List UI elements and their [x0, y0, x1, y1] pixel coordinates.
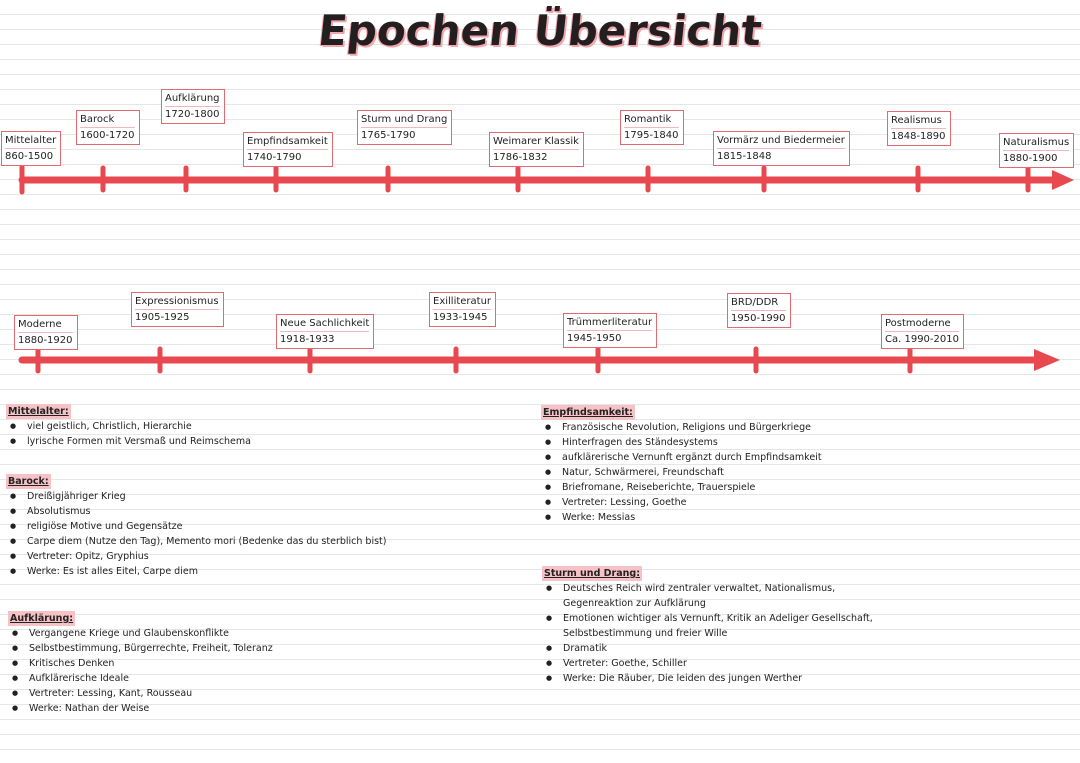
page-title: Epochen Übersicht	[315, 6, 765, 55]
epoch-name: Empfindsamkeit	[247, 136, 328, 147]
epoch-box-realismus	[887, 111, 951, 146]
epoch-years: 1880-1900	[1003, 150, 1069, 166]
epoch-box-vormaerz	[713, 131, 850, 166]
list-item: ● Französische Revolution, Religions und Bürgerkriege	[543, 420, 822, 435]
epoch-box-brd-ddr	[727, 293, 791, 328]
epoch-box-empfindsamkeit	[243, 132, 333, 167]
epoch-name: Exilliteratur	[433, 296, 492, 307]
list-item: ● Dreißigjähriger Krieg	[8, 489, 386, 504]
list-item: ● Natur, Schwärmerei, Freundschaft	[543, 465, 822, 480]
epoch-name: Expressionismus	[135, 296, 219, 307]
list-item: ● Emotionen wichtiger als Vernunft, Kritik an Adeliger Gesellschaft,	[544, 611, 873, 626]
list-item: ● Werke: Nathan der Weise	[10, 701, 273, 716]
epoch-name: Trümmerliteratur	[567, 317, 653, 328]
epoch-box-barock	[76, 110, 140, 145]
list-item: ● Absolutismus	[8, 504, 386, 519]
epoch-years: 1786-1832	[493, 149, 579, 165]
epoch-name: Barock	[80, 114, 115, 125]
epoch-box-postmoderne	[881, 314, 964, 349]
epoch-name: Neue Sachlichkeit	[280, 318, 370, 329]
list-item: ● aufklärerische Vernunft ergänzt durch Empfindsamkeit	[543, 450, 822, 465]
epoch-box-romantik	[620, 110, 684, 145]
section-aufklaerung	[10, 611, 273, 716]
list-item-continuation: Gegenreaktion zur Aufklärung	[563, 598, 706, 609]
epoch-years: 1945-1950	[567, 330, 652, 346]
section-mittelalter	[8, 404, 251, 449]
timeline-arrow-2	[22, 349, 1060, 371]
epoch-name: Postmoderne	[885, 318, 951, 329]
list-item: ● Vertreter: Lessing, Goethe	[543, 495, 822, 510]
list-item: ● Vertreter: Lessing, Kant, Rousseau	[10, 686, 273, 701]
epoch-name: Romantik	[624, 114, 672, 125]
list-item: ● Deutsches Reich wird zentraler verwaltet, Nationalismus,	[544, 581, 873, 596]
list-item: ● Vergangene Kriege und Glaubenskonflikte	[10, 626, 273, 641]
section-heading: Aufklärung:	[10, 613, 74, 624]
section-sturm-und-drang	[544, 566, 873, 686]
section-heading: Empfindsamkeit:	[543, 407, 633, 418]
epoch-years: 1880-1920	[18, 332, 73, 348]
epoch-years: 1950-1990	[731, 310, 786, 326]
section-heading: Barock:	[8, 476, 49, 487]
list-item: ● religiöse Motive und Gegensätze	[8, 519, 386, 534]
epoch-years: 1815-1848	[717, 148, 845, 164]
epoch-box-mittelalter	[1, 131, 61, 166]
epoch-name: Aufklärung	[165, 93, 220, 104]
epoch-box-truemmerliteratur	[563, 313, 657, 348]
list-item: ● lyrische Formen mit Versmaß und Reimschema	[8, 434, 251, 449]
epoch-box-sturm-und-drang	[357, 110, 452, 145]
list-item: ● Selbstbestimmung, Bürgerrechte, Freiheit, Toleranz	[10, 641, 273, 656]
epoch-years: Ca. 1990-2010	[885, 331, 959, 347]
epoch-years: 1918-1933	[280, 331, 369, 347]
epoch-years: 1600-1720	[80, 127, 135, 143]
epoch-years: 860-1500	[5, 148, 56, 164]
list-item: ● Aufklärerische Ideale	[10, 671, 273, 686]
epoch-years: 1740-1790	[247, 149, 328, 165]
epoch-box-naturalismus	[999, 133, 1074, 168]
epoch-name: Moderne	[18, 319, 62, 330]
epoch-years: 1720-1800	[165, 106, 220, 122]
list-item: ● Briefromane, Reiseberichte, Trauerspiele	[543, 480, 822, 495]
epoch-box-weimarer-klassik	[489, 132, 584, 167]
list-item: ● Werke: Messias	[543, 510, 822, 525]
list-item: ● Hinterfragen des Ständesystems	[543, 435, 822, 450]
epoch-years: 1795-1840	[624, 127, 679, 143]
epoch-box-aufklaerung	[161, 89, 225, 124]
section-empfindsamkeit	[543, 405, 822, 525]
epoch-years: 1933-1945	[433, 309, 491, 325]
list-item: ● Dramatik	[544, 641, 873, 656]
list-item: ● Werke: Die Räuber, Die leiden des jungen Werther	[544, 671, 873, 686]
epoch-box-exilliteratur	[429, 292, 496, 327]
list-item: ● viel geistlich, Christlich, Hierarchie	[8, 419, 251, 434]
epoch-years: 1848-1890	[891, 128, 946, 144]
epoch-name: Realismus	[891, 115, 942, 126]
epoch-name: Weimarer Klassik	[493, 136, 579, 147]
section-barock	[8, 474, 386, 579]
list-item: ● Werke: Es ist alles Eitel, Carpe diem	[8, 564, 386, 579]
epoch-name: Sturm und Drang	[361, 114, 448, 125]
section-heading: Mittelalter:	[8, 406, 69, 417]
epoch-box-moderne	[14, 315, 78, 350]
list-item-continuation: Selbstbestimmung und freier Wille	[563, 628, 728, 639]
timeline-arrow-1	[22, 167, 1074, 192]
list-item: ● Carpe diem (Nutze den Tag), Memento mori (Bedenke das du sterblich bist)	[8, 534, 386, 549]
epoch-name: Vormärz und Biedermeier	[717, 135, 845, 146]
epoch-box-expressionismus	[131, 292, 224, 327]
list-item: ● Vertreter: Opitz, Gryphius	[8, 549, 386, 564]
epoch-name: BRD/DDR	[731, 297, 779, 308]
list-item: ● Vertreter: Goethe, Schiller	[544, 656, 873, 671]
epoch-years: 1905-1925	[135, 309, 219, 325]
list-item: ● Kritisches Denken	[10, 656, 273, 671]
epoch-box-neue-sachlichkeit	[276, 314, 374, 349]
section-heading: Sturm und Drang:	[544, 568, 641, 579]
epoch-years: 1765-1790	[361, 127, 447, 143]
epoch-name: Mittelalter	[5, 135, 57, 146]
epoch-name: Naturalismus	[1003, 137, 1070, 148]
